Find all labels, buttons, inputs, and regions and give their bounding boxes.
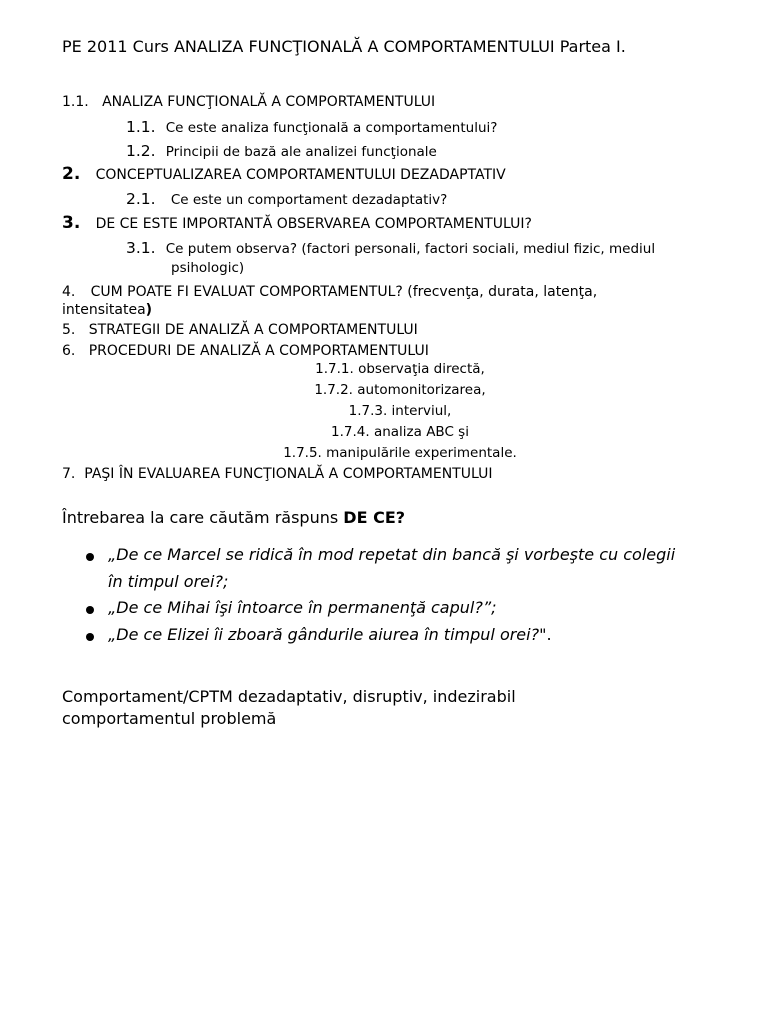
section-label: ANALIZA FUNCŢIONALĂ A COMPORTAMENTULUI xyxy=(102,94,436,110)
bullet-icon xyxy=(86,606,94,614)
key-question xyxy=(62,508,405,527)
procedure-item: 1.7.3. interviul, xyxy=(348,403,452,419)
section-3-heading xyxy=(62,213,532,233)
bullet-icon xyxy=(86,633,94,641)
section-4-heading xyxy=(62,281,597,300)
procedure-item: 1.7.4. analiza ABC şi xyxy=(331,424,469,440)
closing-line-2: comportamentul problemă xyxy=(62,709,277,728)
section-1-heading xyxy=(62,94,435,110)
list-item-quote: „De ce Elizei îi zboară gândurile aiurea în timpul orei? xyxy=(108,625,540,644)
bullet-icon xyxy=(86,553,94,561)
section-number: 3. xyxy=(62,213,81,233)
section-close-paren: ) xyxy=(145,302,153,318)
question-emphasis: DE CE? xyxy=(343,508,406,527)
subsection-number: 1.1. xyxy=(126,118,156,136)
question-lead: Întrebarea la care căutăm răspuns xyxy=(62,508,344,527)
closing-line-1: Comportament/CPTM dezadaptativ, disruptiv, indezirabil xyxy=(62,687,516,706)
section-2-heading xyxy=(62,164,506,184)
section-number: 4. xyxy=(62,284,76,300)
subsection-number: 1.2. xyxy=(126,142,156,160)
procedure-item: 1.7.5. manipulările experimentale. xyxy=(283,445,517,461)
subsection-label: Ce putem observa? (factori personali, factori sociali, mediul fizic, mediul xyxy=(165,241,656,257)
section-number: 7. xyxy=(62,466,76,482)
document-title: PE 2011 Curs ANALIZA FUNCŢIONALĂ A COMPORTAMENTULUI Partea I. xyxy=(62,37,626,56)
list-item-text: „De ce Marcel se ridică în mod repetat din bancă şi vorbeşte cu colegii xyxy=(108,545,676,564)
section-6-heading xyxy=(62,343,429,359)
section-label: CUM POATE FI EVALUAT COMPORTAMENTUL? ( xyxy=(90,284,413,300)
section-label: DE CE ESTE IMPORTANTĂ OBSERVAREA COMPORTAMENTULUI? xyxy=(95,216,532,232)
subsection-3-1-continuation: psihologic) xyxy=(171,260,245,276)
list-item-text xyxy=(108,625,552,644)
subsection-number: 2.1. xyxy=(126,190,156,208)
section-label: PROCEDURI DE ANALIZĂ A COMPORTAMENTULUI xyxy=(88,343,429,359)
section-5-heading xyxy=(62,322,418,338)
list-item-text-continuation: în timpul orei?; xyxy=(108,572,229,591)
subsection-number: 3.1. xyxy=(126,239,156,257)
subsection-1-1 xyxy=(126,117,497,136)
subsection-label: Ce este un comportament dezadaptativ? xyxy=(170,192,448,208)
section-number: 6. xyxy=(62,343,76,359)
section-extra-line2: intensitatea xyxy=(62,302,146,318)
section-4-continuation xyxy=(62,302,152,318)
section-extra: frecvenţa, durata, latenţa, xyxy=(412,284,598,300)
section-label: CONCEPTUALIZAREA COMPORTAMENTULUI DEZADAPTATIV xyxy=(95,167,506,183)
subsection-label: Principii de bază ale analizei funcţionale xyxy=(165,144,437,160)
section-7-heading xyxy=(62,466,492,482)
subsection-3-1 xyxy=(126,238,655,257)
section-label: STRATEGII DE ANALIZĂ A COMPORTAMENTULUI xyxy=(88,322,418,338)
section-number: 5. xyxy=(62,322,76,338)
list-item-tail: ". xyxy=(539,625,552,644)
subsection-2-1 xyxy=(126,189,447,208)
subsection-1-2 xyxy=(126,141,437,160)
section-number: 1.1. xyxy=(62,94,89,110)
section-number: 2. xyxy=(62,164,81,184)
procedure-item: 1.7.1. observaţia directă, xyxy=(315,361,485,377)
procedure-item: 1.7.2. automonitorizarea, xyxy=(314,382,486,398)
subsection-label: Ce este analiza funcţională a comportamentului? xyxy=(165,120,498,136)
section-label: PAŞI ÎN EVALUAREA FUNCŢIONALĂ A COMPORTAMENTULUI xyxy=(84,466,493,482)
list-item-text: „De ce Mihai îşi întoarce în permanenţă capul?”; xyxy=(108,598,497,617)
